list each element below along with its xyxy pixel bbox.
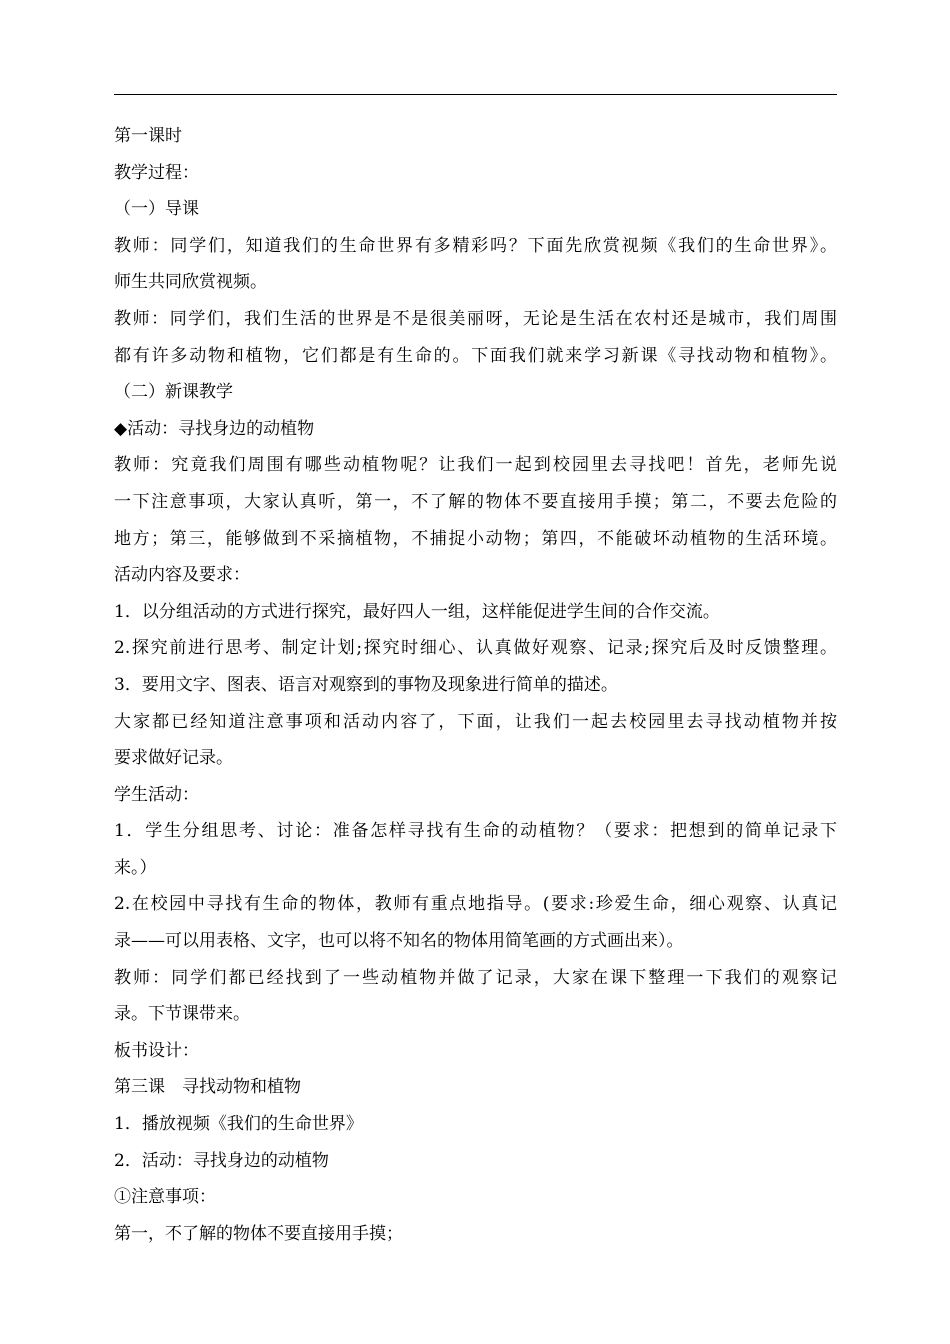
text-line: 1．播放视频《我们的生命世界》 bbox=[114, 1114, 363, 1135]
text-line: 师生共同欣赏视频。 bbox=[114, 272, 267, 293]
text-line: 第一，不了解的物体不要直接用手摸； bbox=[114, 1223, 403, 1244]
text-line: 录——可以用表格、文字，也可以将不知名的物体用简笔画的方式画出来）。 bbox=[114, 931, 684, 952]
text-line: 教师：同学们，我们生活的世界是不是很美丽呀，无论是生活在农村还是城市，我们周围 bbox=[114, 308, 837, 329]
text-line: 地方；第三，能够做到不采摘植物，不捕捉小动物；第四，不能破坏动植物的生活环境。 bbox=[114, 528, 837, 549]
text-line: 大家都已经知道注意事项和活动内容了，下面，让我们一起去校园里去寻找动植物并按 bbox=[114, 711, 837, 732]
text-line: ①注意事项： bbox=[114, 1187, 216, 1208]
text-line: 1．以分组活动的方式进行探究，最好四人一组，这样能促进学生间的合作交流。 bbox=[114, 601, 720, 622]
text-line: 一下注意事项，大家认真听，第一，不了解的物体不要直接用手摸；第二，不要去危险的 bbox=[114, 491, 837, 512]
text-line: 学生活动： bbox=[114, 784, 199, 805]
text-line: 教师：同学们都已经找到了一些动植物并做了记录，大家在课下整理一下我们的观察记 bbox=[114, 967, 837, 988]
text-line: 2.在校园中寻找有生命的物体，教师有重点地指导。(要求:珍爱生命，细心观察、认真记 bbox=[114, 894, 837, 915]
text-line: 教师：究竟我们周围有哪些动植物呢？让我们一起到校园里去寻找吧！首先，老师先说 bbox=[114, 455, 837, 476]
text-line: 都有许多动物和植物，它们都是有生命的。下面我们就来学习新课《寻找动物和植物》。 bbox=[114, 345, 837, 366]
text-line: （二）新课教学 bbox=[114, 382, 233, 403]
text-line: 2.探究前进行思考、制定计划;探究时细心、认真做好观察、记录;探究后及时反馈整理。 bbox=[114, 638, 837, 659]
text-line: 第一课时 bbox=[114, 126, 182, 146]
text-line: 教师：同学们，知道我们的生命世界有多精彩吗？下面先欣赏视频《我们的生命世界》。 bbox=[114, 235, 837, 256]
text-line: ◆活动：寻找身边的动植物 bbox=[114, 418, 315, 439]
header-rule bbox=[114, 94, 837, 95]
text-line: 教学过程： bbox=[114, 162, 199, 183]
text-line: 板书设计： bbox=[114, 1040, 199, 1061]
text-line: 来。） bbox=[114, 857, 157, 878]
text-line: 3．要用文字、图表、语言对观察到的事物及现象进行简单的描述。 bbox=[114, 674, 618, 695]
text-line: 要求做好记录。 bbox=[114, 748, 233, 769]
text-line: （一）导课 bbox=[114, 199, 199, 220]
text-line: 1．学生分组思考、讨论：准备怎样寻找有生命的动植物？（要求：把想到的简单记录下 bbox=[114, 821, 837, 842]
text-line: 2．活动：寻找身边的动植物 bbox=[114, 1150, 329, 1171]
text-line: 第三课 寻找动物和植物 bbox=[114, 1077, 301, 1098]
document-body bbox=[114, 118, 837, 1252]
text-line: 活动内容及要求： bbox=[114, 565, 250, 586]
text-line: 录。下节课带来。 bbox=[114, 1004, 250, 1025]
